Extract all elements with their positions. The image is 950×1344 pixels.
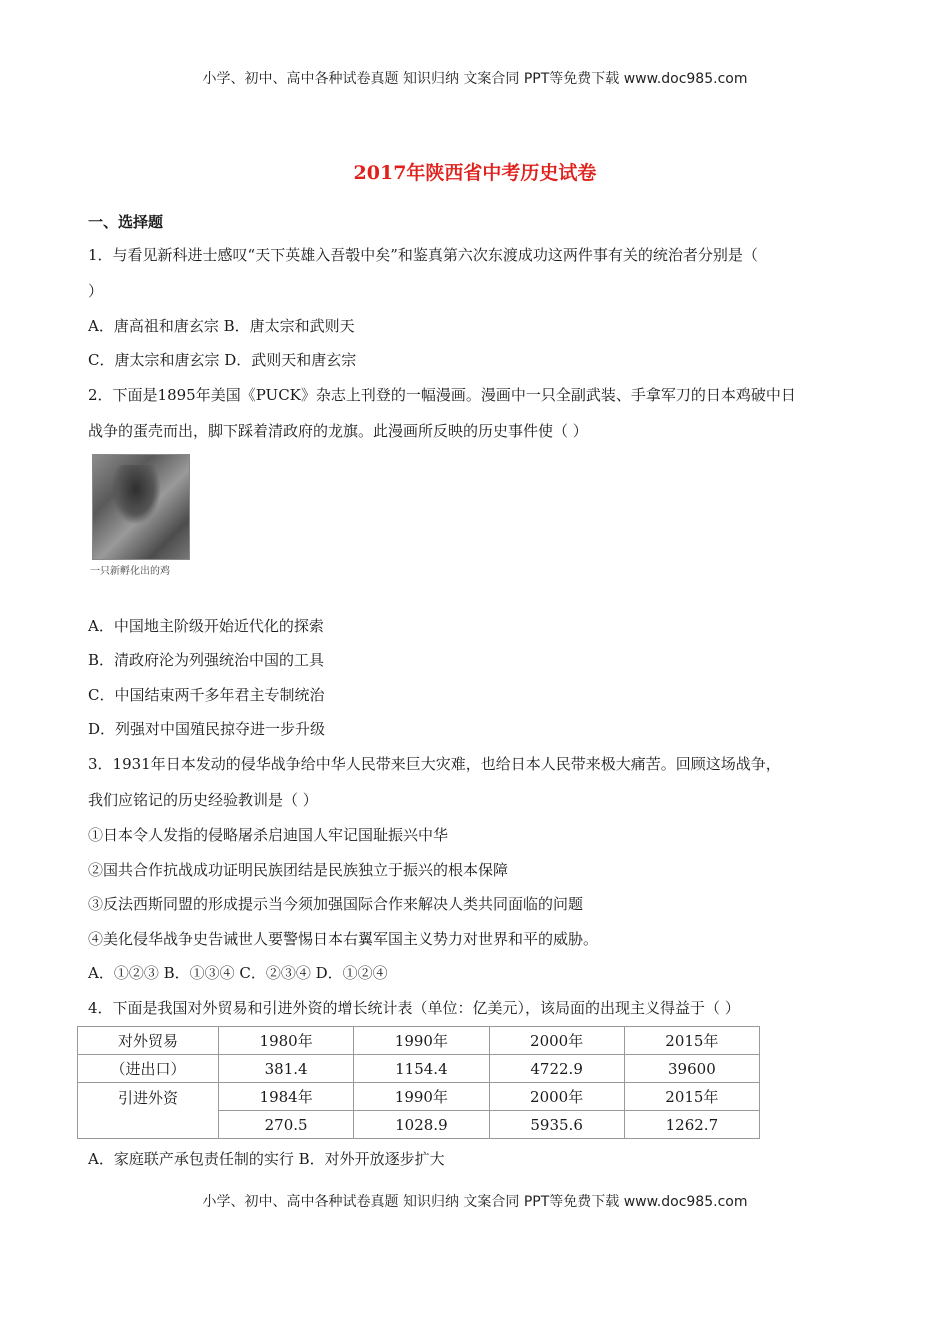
invest-value-cell: 5935.6	[489, 1111, 624, 1139]
trade-year-cell: 2000年	[489, 1027, 624, 1055]
trade-value-cell: 1154.4	[354, 1055, 489, 1083]
invest-value-cell: 1262.7	[624, 1111, 759, 1139]
invest-year-cell: 2015年	[624, 1083, 759, 1111]
trade-value-cell: 381.4	[219, 1055, 354, 1083]
trade-value-cell: 39600	[624, 1055, 759, 1083]
q2-option-c: C．中国结束两千多年君主专制统治	[88, 686, 325, 704]
q3-stem-line-1: 3．1931年日本发动的侵华战争给中华人民带来巨大灾难，也给日本人民带来极大痛苦。回顾这场战争，	[88, 755, 781, 773]
trade-label-2: （进出口）	[78, 1055, 219, 1083]
page-header: 小学、初中、高中各种试卷真题 知识归纳 文案合同 PPT等免费下载 www.doc985.com	[202, 71, 748, 87]
cartoon-figure	[90, 452, 198, 580]
q2-stem-line-1: 2．下面是1895年美国《PUCK》杂志上刊登的一幅漫画。漫画中一只全副武装、手拿军刀的日本鸡破中日	[88, 386, 796, 404]
invest-value-cell: 1028.9	[354, 1111, 489, 1139]
section-heading: 一、选择题	[88, 213, 164, 231]
q3-stem-line-2: 我们应铭记的历史经验教训是（ ）	[88, 791, 318, 809]
trade-year-cell: 1980年	[219, 1027, 354, 1055]
q1-stem-line-2: ）	[88, 282, 104, 300]
q2-option-a: A．中国地主阶级开始近代化的探索	[88, 617, 324, 635]
page-footer: 小学、初中、高中各种试卷真题 知识归纳 文案合同 PPT等免费下载 www.doc985.com	[202, 1194, 748, 1210]
cartoon-caption: 一只新孵化出的鸡	[90, 566, 170, 577]
invest-label: 引进外资	[78, 1083, 219, 1139]
invest-value-cell: 270.5	[219, 1111, 354, 1139]
q2-stem-line-2: 战争的蛋壳而出，脚下踩着清政府的龙旗。此漫画所反映的历史事件使（ ）	[88, 422, 588, 440]
table-row	[78, 1027, 760, 1055]
q3-options: A．①②③ B．①③④ C．②③④ D．①②④	[88, 964, 388, 982]
q1-options-cd: C．唐太宗和唐玄宗 D．武则天和唐玄宗	[88, 351, 357, 369]
trade-year-cell: 1990年	[354, 1027, 489, 1055]
q4-stem: 4．下面是我国对外贸易和引进外资的增长统计表（单位：亿美元），该局面的出现主义得益于（ ）	[88, 999, 740, 1017]
q1-stem-line-1: 1．与看见新科进士感叹“天下英雄入吾彀中矣”和鉴真第六次东渡成功这两件事有关的统治者分别是（	[88, 246, 758, 264]
q3-item-2: ②国共合作抗战成功证明民族团结是民族独立于振兴的根本保障	[88, 861, 509, 879]
stats-table	[77, 1026, 760, 1139]
trade-year-cell: 2015年	[624, 1027, 759, 1055]
q2-option-b: B．清政府沦为列强统治中国的工具	[88, 651, 325, 669]
q3-item-3: ③反法西斯同盟的形成提示当今须加强国际合作来解决人类共同面临的问题	[88, 895, 584, 913]
trade-label-1: 对外贸易	[78, 1027, 219, 1055]
invest-year-cell: 1984年	[219, 1083, 354, 1111]
q4-options-ab: A．家庭联产承包责任制的实行 B．对外开放逐步扩大	[88, 1150, 445, 1168]
page-title: 2017年陕西省中考历史试卷	[353, 162, 597, 184]
trade-value-cell: 4722.9	[489, 1055, 624, 1083]
table-row	[78, 1055, 760, 1083]
q2-option-d: D．列强对中国殖民掠夺进一步升级	[88, 720, 326, 738]
invest-year-cell: 2000年	[489, 1083, 624, 1111]
q3-item-1: ①日本令人发指的侵略屠杀启迪国人牢记国耻振兴中华	[88, 826, 449, 844]
q3-item-4: ④美化侵华战争史告诫世人要警惕日本右翼军国主义势力对世界和平的威胁。	[88, 930, 599, 948]
invest-year-cell: 1990年	[354, 1083, 489, 1111]
q1-options-ab: A．唐高祖和唐玄宗 B．唐太宗和武则天	[88, 317, 355, 335]
cartoon-image	[92, 454, 190, 560]
table-row	[78, 1083, 760, 1111]
